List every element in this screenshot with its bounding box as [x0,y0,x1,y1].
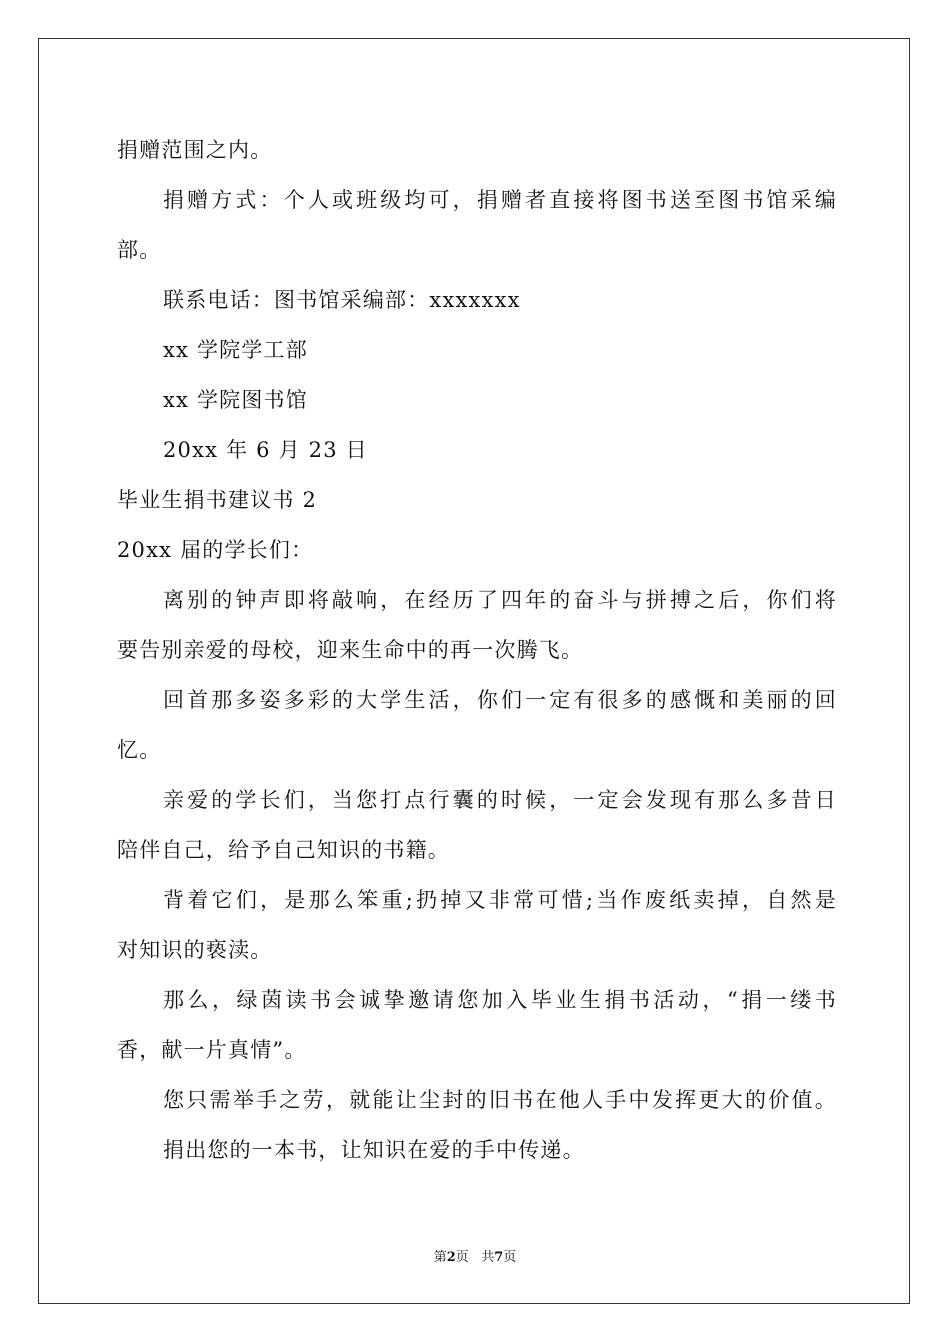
contact-phone-line: 联系电话：图书馆采编部：xxxxxxx [163,288,521,312]
section-title: 毕业生捐书建议书 2 [117,488,318,512]
text-line: 那么，绿茵读书会诚挚邀请您加入毕业生捐书活动，“捐一缕书 [163,988,837,1012]
text-line: 离别的钟声即将敲响，在经历了四年的奋斗与拼搏之后，你们将 [163,588,837,612]
text-line: 陪伴自己，给予自己知识的书籍。 [117,838,450,862]
document-body [117,125,837,1175]
footer-total-pages: 7 [494,1250,504,1265]
footer-page-prefix: 第 [433,1250,447,1265]
footer-page-suffix: 页 [455,1250,469,1265]
text-line: 背着它们，是那么笨重;扔掉又非常可惜;当作废纸卖掉，自然是 [163,888,837,912]
page-footer [0,1246,950,1265]
signature-library: xx 学院图书馆 [163,388,308,412]
text-line: 捐赠范围之内。 [117,138,273,162]
footer-total-prefix: 共 [481,1250,495,1265]
salutation: 20xx 届的学长们： [117,538,314,562]
text-line: 要告别亲爱的母校，迎来生命中的再一次腾飞。 [117,638,584,662]
text-line: 捐出您的一本书，让知识在爱的手中传递。 [163,1138,585,1162]
text-line: 捐赠方式：个人或班级均可，捐赠者直接将图书送至图书馆采编 [163,188,837,212]
text-line: 香，献一片真情”。 [117,1038,307,1062]
text-line: 部。 [117,238,162,262]
text-line: 回首那多姿多彩的大学生活，你们一定有很多的感慨和美丽的回 [163,688,837,712]
footer-total-suffix: 页 [503,1250,517,1265]
text-line: 亲爱的学长们，当您打点行囊的时候，一定会发现有那么多昔日 [163,788,837,812]
text-line: 您只需举手之劳，就能让尘封的旧书在他人手中发挥更大的价值。 [163,1088,837,1112]
date-line: 20xx 年 6 月 23 日 [163,438,368,462]
signature-department: xx 学院学工部 [163,338,308,362]
footer-page-number: 2 [446,1250,456,1265]
text-line: 忆。 [117,738,162,762]
text-line: 对知识的亵渎。 [117,938,273,962]
